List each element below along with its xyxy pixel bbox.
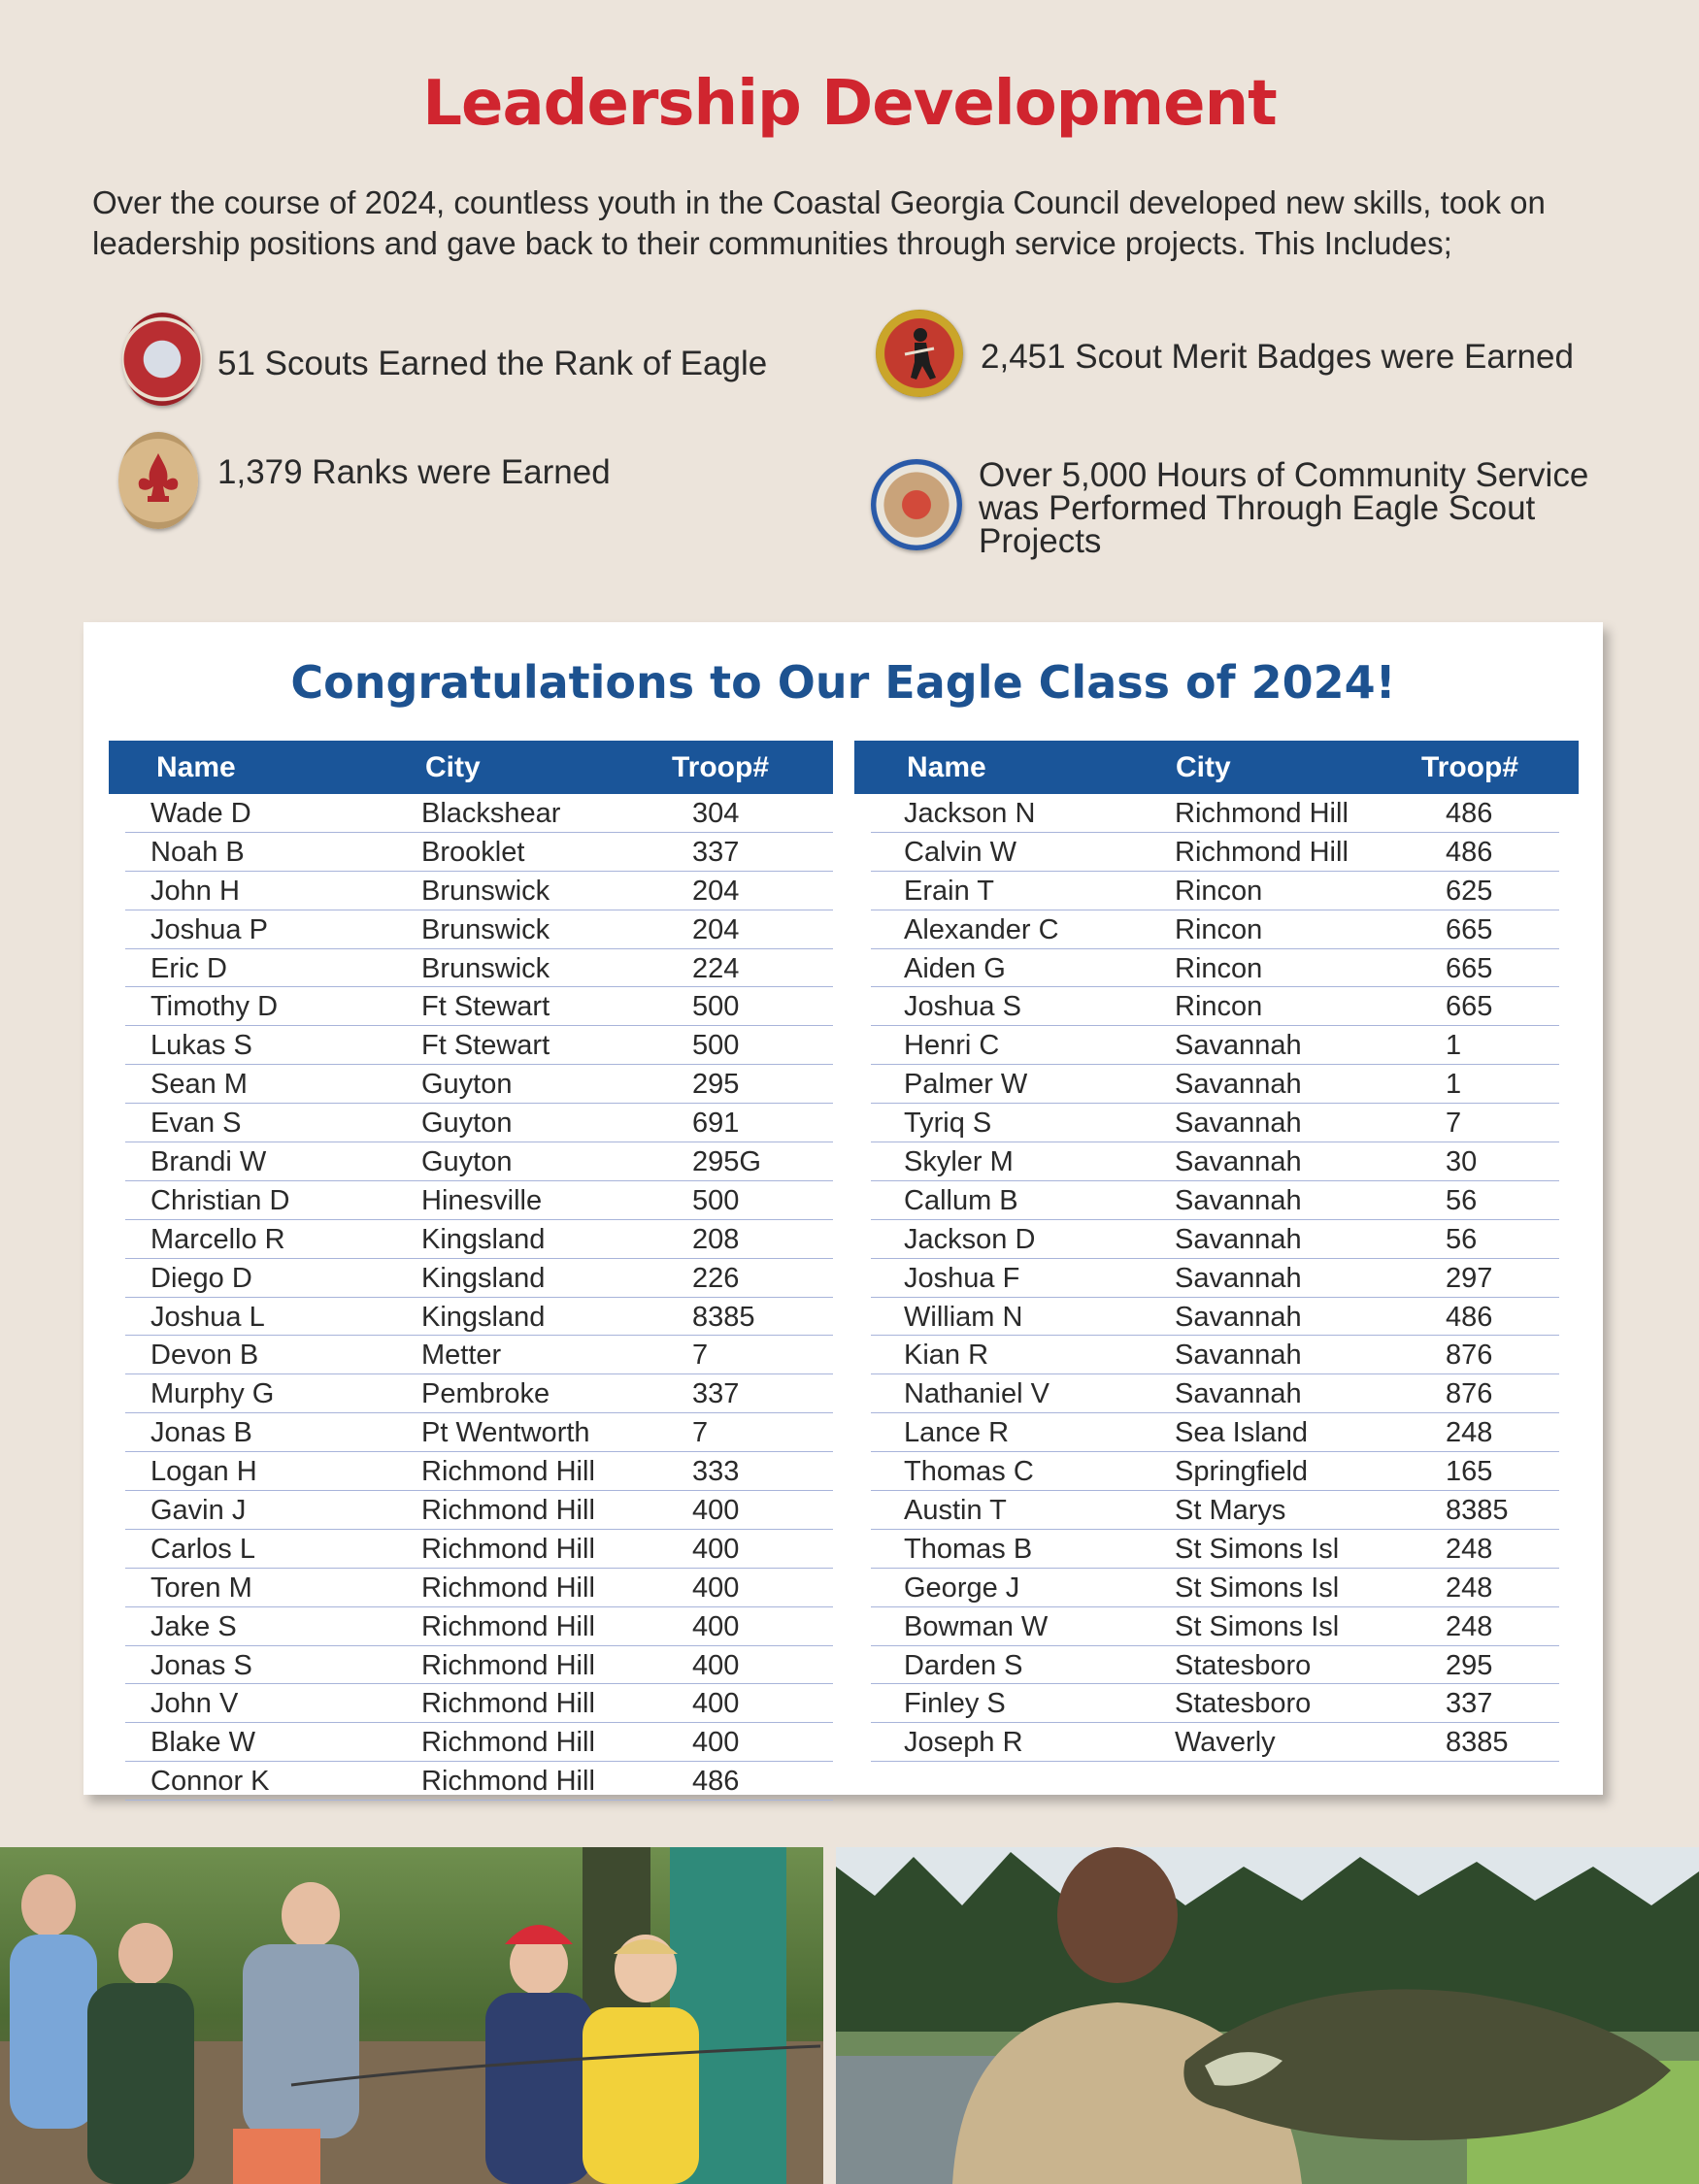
cell-troop: 204	[692, 913, 740, 945]
cell-city: Rincon	[1175, 875, 1263, 907]
stat-text: 1,379 Ranks were Earned	[217, 453, 611, 491]
photo-tug-of-war	[0, 1847, 823, 2184]
table-row	[871, 1259, 1559, 1298]
cell-name: Timothy D	[150, 991, 279, 1023]
cell-troop: 400	[692, 1533, 740, 1565]
cell-troop: 30	[1446, 1146, 1478, 1178]
table-row	[125, 833, 833, 872]
cell-troop: 8385	[692, 1301, 755, 1333]
cell-city: Richmond Hill	[421, 1610, 595, 1642]
table-row	[871, 1181, 1559, 1220]
table-row	[871, 949, 1559, 988]
table-row	[871, 1065, 1559, 1104]
cell-city: Guyton	[421, 1069, 513, 1101]
cell-city: Kingsland	[421, 1223, 546, 1255]
cell-city: Ft Stewart	[421, 991, 550, 1023]
cell-name: Noah B	[150, 836, 245, 868]
cell-troop: 400	[692, 1572, 740, 1604]
cell-name: Sean M	[150, 1069, 248, 1101]
table-row	[871, 1142, 1559, 1181]
table-row	[125, 1026, 833, 1065]
table-row	[871, 1684, 1559, 1723]
cell-troop: 248	[1446, 1417, 1493, 1449]
cell-city: Guyton	[421, 1108, 513, 1140]
cell-name: Kian R	[904, 1340, 989, 1372]
table-row	[125, 1298, 833, 1337]
cell-city: Richmond Hill	[421, 1688, 595, 1720]
cell-troop: 8385	[1446, 1495, 1509, 1527]
cell-name: Lance R	[904, 1417, 1010, 1449]
community-service-patch-icon	[871, 459, 962, 550]
cell-troop: 665	[1446, 913, 1493, 945]
table-header	[109, 741, 833, 794]
cell-troop: 226	[692, 1262, 740, 1294]
eagle-class-card	[83, 622, 1603, 1798]
table-row	[871, 1723, 1559, 1762]
table-row	[871, 1026, 1559, 1065]
cell-city: Hinesville	[421, 1184, 543, 1216]
table-row	[125, 910, 833, 949]
cell-name: Alexander C	[904, 913, 1059, 945]
table-header	[854, 741, 1579, 794]
cell-city: Brooklet	[421, 836, 525, 868]
cell-city: Brunswick	[421, 875, 550, 907]
cell-name: Jackson D	[904, 1223, 1036, 1255]
cell-name: Jackson N	[904, 798, 1036, 829]
cell-name: Gavin J	[150, 1495, 247, 1527]
cell-name: Wade D	[150, 798, 251, 829]
table-row	[871, 987, 1559, 1026]
cell-city: Savannah	[1175, 1108, 1302, 1140]
table-row	[125, 1259, 833, 1298]
cell-city: Rincon	[1175, 952, 1263, 984]
cell-troop: 500	[692, 991, 740, 1023]
cell-name: Erain T	[904, 875, 994, 907]
cell-troop: 337	[692, 836, 740, 868]
cell-name: Darden S	[904, 1649, 1023, 1681]
page-title: Leadership Development	[422, 68, 1277, 140]
photo-fishing	[836, 1847, 1699, 2184]
cell-troop: 400	[692, 1610, 740, 1642]
cell-name: John V	[150, 1688, 239, 1720]
cell-name: Jonas S	[150, 1649, 252, 1681]
cell-troop: 876	[1446, 1378, 1493, 1410]
cell-troop: 625	[1446, 875, 1493, 907]
table-body	[125, 794, 833, 1801]
cell-city: Savannah	[1175, 1223, 1302, 1255]
table-row	[871, 794, 1559, 833]
cell-troop: 297	[1446, 1262, 1493, 1294]
cell-troop: 500	[692, 1184, 740, 1216]
stat-ranks	[118, 432, 611, 529]
cell-city: Savannah	[1175, 1184, 1302, 1216]
cell-city: Kingsland	[421, 1262, 546, 1294]
cell-troop: 295	[692, 1069, 740, 1101]
cell-name: Jonas B	[150, 1417, 252, 1449]
table-row	[125, 1684, 833, 1723]
table-row	[125, 1491, 833, 1530]
table-row	[871, 1298, 1559, 1337]
header-city: City	[425, 751, 481, 783]
stat-text: Over 5,000 Hours of Community Service was Performed Through Eagle Scout Projects	[979, 456, 1589, 560]
cell-city: Statesboro	[1175, 1688, 1312, 1720]
header-name: Name	[907, 751, 986, 783]
cell-city: Richmond Hill	[421, 1649, 595, 1681]
cell-name: Brandi W	[150, 1146, 267, 1178]
cell-troop: 208	[692, 1223, 740, 1255]
cell-city: Pt Wentworth	[421, 1417, 590, 1449]
table-row	[125, 1607, 833, 1646]
table-row	[871, 1607, 1559, 1646]
cell-troop: 876	[1446, 1340, 1493, 1372]
table-row	[871, 1646, 1559, 1685]
cell-troop: 295G	[692, 1146, 761, 1178]
cell-city: St Simons Isl	[1175, 1610, 1340, 1642]
cell-name: Carlos L	[150, 1533, 255, 1565]
cell-troop: 56	[1446, 1223, 1478, 1255]
cell-city: Metter	[421, 1340, 502, 1372]
cell-troop: 7	[692, 1417, 709, 1449]
cell-name: Evan S	[150, 1108, 242, 1140]
table-row	[125, 1142, 833, 1181]
stat-eagle-rank	[122, 313, 767, 406]
cell-troop: 7	[1446, 1108, 1462, 1140]
cell-troop: 295	[1446, 1649, 1493, 1681]
cell-name: Eric D	[150, 952, 227, 984]
cell-troop: 337	[1446, 1688, 1493, 1720]
cell-troop: 333	[692, 1456, 740, 1488]
cell-name: Skyler M	[904, 1146, 1014, 1178]
table-row	[125, 987, 833, 1026]
stat-community-service	[871, 456, 1619, 560]
cell-city: Brunswick	[421, 913, 550, 945]
table-row	[871, 1452, 1559, 1491]
table-row	[871, 1569, 1559, 1607]
cell-city: Sea Island	[1175, 1417, 1309, 1449]
cell-city: Ft Stewart	[421, 1030, 550, 1062]
table-row	[871, 1220, 1559, 1259]
cell-city: Richmond Hill	[421, 1572, 595, 1604]
table-row	[125, 1413, 833, 1452]
cell-troop: 248	[1446, 1610, 1493, 1642]
intro-paragraph: Over the course of 2024, countless youth in the Coastal Georgia Council developed new skills, took on leadership positions and gave back to their communities through service projects. This Includes;	[92, 184, 1546, 261]
cell-name: Joshua S	[904, 991, 1021, 1023]
cell-name: Logan H	[150, 1456, 257, 1488]
eagle-class-title: Congratulations to Our Eagle Class of 2024!	[290, 656, 1396, 709]
cell-troop: 400	[692, 1688, 740, 1720]
table-row	[125, 1065, 833, 1104]
table-row	[871, 1336, 1559, 1374]
table-row	[125, 1336, 833, 1374]
cell-troop: 400	[692, 1727, 740, 1759]
cell-city: Richmond Hill	[1175, 798, 1349, 829]
cell-troop: 337	[692, 1378, 740, 1410]
cell-name: Lukas S	[150, 1030, 252, 1062]
cell-name: Blake W	[150, 1727, 255, 1759]
cell-city: St Marys	[1175, 1495, 1286, 1527]
table-row	[871, 1374, 1559, 1413]
table-row	[871, 1530, 1559, 1569]
table-row	[871, 1104, 1559, 1142]
table-row	[125, 1530, 833, 1569]
cell-name: Nathaniel V	[904, 1378, 1049, 1410]
cell-city: Richmond Hill	[421, 1456, 595, 1488]
table-row	[125, 1181, 833, 1220]
cell-name: Joshua P	[150, 913, 268, 945]
cell-name: Devon B	[150, 1340, 259, 1372]
merit-badge-icon	[876, 310, 963, 397]
cell-troop: 224	[692, 952, 740, 984]
cell-name: Christian D	[150, 1184, 290, 1216]
header-troop: Troop#	[1421, 751, 1519, 783]
header-name: Name	[156, 751, 236, 783]
cell-troop: 665	[1446, 991, 1493, 1023]
cell-city: St Simons Isl	[1175, 1572, 1340, 1604]
cell-troop: 1	[1446, 1030, 1462, 1062]
cell-city: Rincon	[1175, 913, 1263, 945]
cell-troop: 400	[692, 1495, 740, 1527]
table-row	[125, 1569, 833, 1607]
cell-city: Savannah	[1175, 1378, 1302, 1410]
cell-name: Connor K	[150, 1766, 270, 1798]
cell-name: Henri C	[904, 1030, 1000, 1062]
table-row	[871, 1491, 1559, 1530]
cell-troop: 7	[692, 1340, 709, 1372]
cell-troop: 691	[692, 1108, 740, 1140]
table-row	[125, 1452, 833, 1491]
cell-name: Thomas C	[904, 1456, 1034, 1488]
cell-city: Savannah	[1175, 1340, 1302, 1372]
cell-troop: 486	[692, 1766, 740, 1798]
cell-city: Savannah	[1175, 1146, 1302, 1178]
cell-troop: 304	[692, 798, 740, 829]
cell-troop: 248	[1446, 1572, 1493, 1604]
table-row	[125, 1762, 833, 1801]
table-row	[871, 833, 1559, 872]
stat-text: 2,451 Scout Merit Badges were Earned	[981, 338, 1574, 376]
cell-city: Richmond Hill	[1175, 836, 1349, 868]
cell-name: Calvin W	[904, 836, 1017, 868]
cell-name: Palmer W	[904, 1069, 1028, 1101]
cell-city: Kingsland	[421, 1301, 546, 1333]
cell-city: Statesboro	[1175, 1649, 1312, 1681]
cell-troop: 8385	[1446, 1727, 1509, 1759]
table-body	[871, 794, 1559, 1762]
eagle-table-right	[854, 741, 1579, 1762]
cell-troop: 204	[692, 875, 740, 907]
cell-troop: 486	[1446, 798, 1493, 829]
cell-name: Jake S	[150, 1610, 237, 1642]
table-row	[871, 910, 1559, 949]
cell-city: Springfield	[1175, 1456, 1309, 1488]
cell-city: St Simons Isl	[1175, 1533, 1340, 1565]
cell-city: Richmond Hill	[421, 1533, 595, 1565]
cell-troop: 1	[1446, 1069, 1462, 1101]
cell-city: Blackshear	[421, 798, 561, 829]
cell-name: Tyriq S	[904, 1108, 992, 1140]
cell-troop: 165	[1446, 1456, 1493, 1488]
table-row	[125, 872, 833, 910]
cell-name: Thomas B	[904, 1533, 1033, 1565]
cell-name: Joshua L	[150, 1301, 265, 1333]
cell-name: Finley S	[904, 1688, 1006, 1720]
cell-name: Joseph R	[904, 1727, 1023, 1759]
cell-troop: 486	[1446, 1301, 1493, 1333]
eagle-rank-patch-icon	[122, 313, 202, 406]
cell-troop: 500	[692, 1030, 740, 1062]
cell-city: Richmond Hill	[421, 1727, 595, 1759]
cell-name: Murphy G	[150, 1378, 275, 1410]
cell-name: Bowman W	[904, 1610, 1049, 1642]
table-row	[871, 872, 1559, 910]
cell-troop: 248	[1446, 1533, 1493, 1565]
table-row	[125, 949, 833, 988]
cell-city: Savannah	[1175, 1262, 1302, 1294]
cell-city: Savannah	[1175, 1069, 1302, 1101]
cell-name: George J	[904, 1572, 1020, 1604]
cell-city: Waverly	[1175, 1727, 1276, 1759]
cell-city: Richmond Hill	[421, 1766, 595, 1798]
cell-troop: 400	[692, 1649, 740, 1681]
cell-name: William N	[904, 1301, 1023, 1333]
cell-city: Savannah	[1175, 1030, 1302, 1062]
table-row	[871, 1413, 1559, 1452]
header-city: City	[1176, 751, 1231, 783]
cell-city: Richmond Hill	[421, 1495, 595, 1527]
cell-name: Toren M	[150, 1572, 252, 1604]
cell-city: Savannah	[1175, 1301, 1302, 1333]
cell-troop: 665	[1446, 952, 1493, 984]
table-row	[125, 1646, 833, 1685]
cell-city: Rincon	[1175, 991, 1263, 1023]
table-row	[125, 1723, 833, 1762]
table-row	[125, 1374, 833, 1413]
cell-name: Callum B	[904, 1184, 1018, 1216]
cell-city: Brunswick	[421, 952, 550, 984]
cell-city: Guyton	[421, 1146, 513, 1178]
cell-name: Austin T	[904, 1495, 1007, 1527]
cell-name: John H	[150, 875, 240, 907]
table-row	[125, 1220, 833, 1259]
cell-name: Marcello R	[150, 1223, 285, 1255]
cell-city: Pembroke	[421, 1378, 550, 1410]
eagle-table-left	[109, 741, 833, 1801]
cell-troop: 56	[1446, 1184, 1478, 1216]
cell-name: Aiden G	[904, 952, 1006, 984]
cell-troop: 486	[1446, 836, 1493, 868]
cell-name: Diego D	[150, 1262, 252, 1294]
scout-rank-patch-icon	[118, 432, 198, 529]
table-row	[125, 794, 833, 833]
cell-name: Joshua F	[904, 1262, 1020, 1294]
stat-merit-badges	[876, 310, 1574, 397]
stat-text: 51 Scouts Earned the Rank of Eagle	[217, 345, 768, 382]
table-row	[125, 1104, 833, 1142]
header-troop: Troop#	[672, 751, 770, 783]
